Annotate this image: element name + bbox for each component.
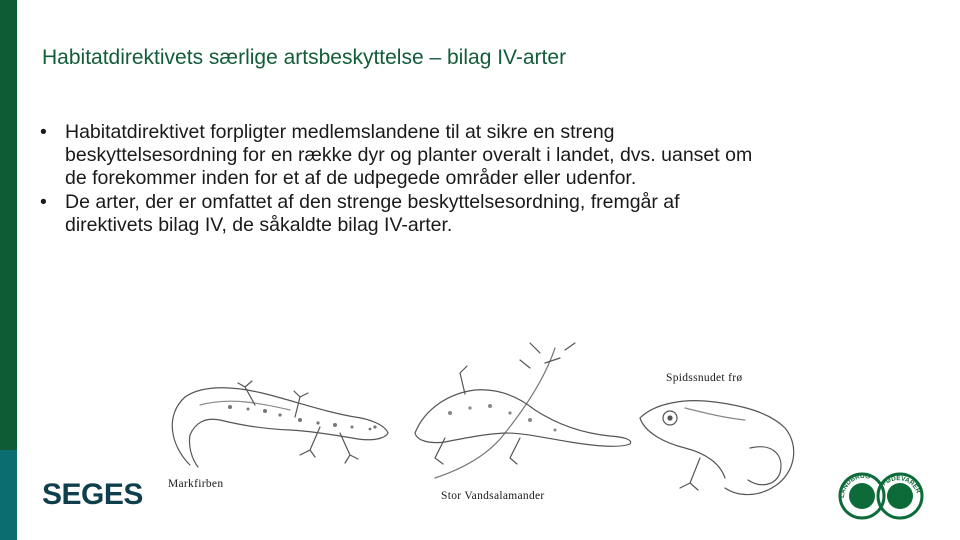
landbrug-fodevarer-logo-icon <box>838 466 924 526</box>
frog-caption: Spidssnudet frø <box>666 372 743 384</box>
lizard-illustration <box>160 375 400 475</box>
frog-illustration <box>630 388 805 498</box>
sidebar-accent-top <box>0 0 17 450</box>
badge-text-right: FØDEVARER <box>880 475 922 495</box>
badge-text-left: LANDBRUG <box>838 472 871 499</box>
bullet-list <box>40 121 760 237</box>
newt-illustration <box>405 338 635 488</box>
lizard-caption: Markfirben <box>168 478 224 490</box>
slide-title: Habitatdirektivets særlige artsbeskyttelse – bilag IV-arter <box>42 46 567 69</box>
sidebar-accent-bottom <box>0 450 17 540</box>
newt-caption: Stor Vandsalamander <box>441 490 545 502</box>
bullet-item: • Habitatdirektivet forpligter medlemslandene til at sikre en streng beskyttelsesordning for en række dyr og planter overalt i landet, dvs. uanset om de forekommer inden for et af de udpegede områder eller udenfor. <box>40 121 760 191</box>
bullet-item: • De arter, der er omfattet af den strenge beskyttelsesordning, fremgår af direktivets bilag IV, de såkaldte bilag IV-arter. <box>40 191 760 237</box>
seges-logo: SEGES <box>42 478 143 511</box>
